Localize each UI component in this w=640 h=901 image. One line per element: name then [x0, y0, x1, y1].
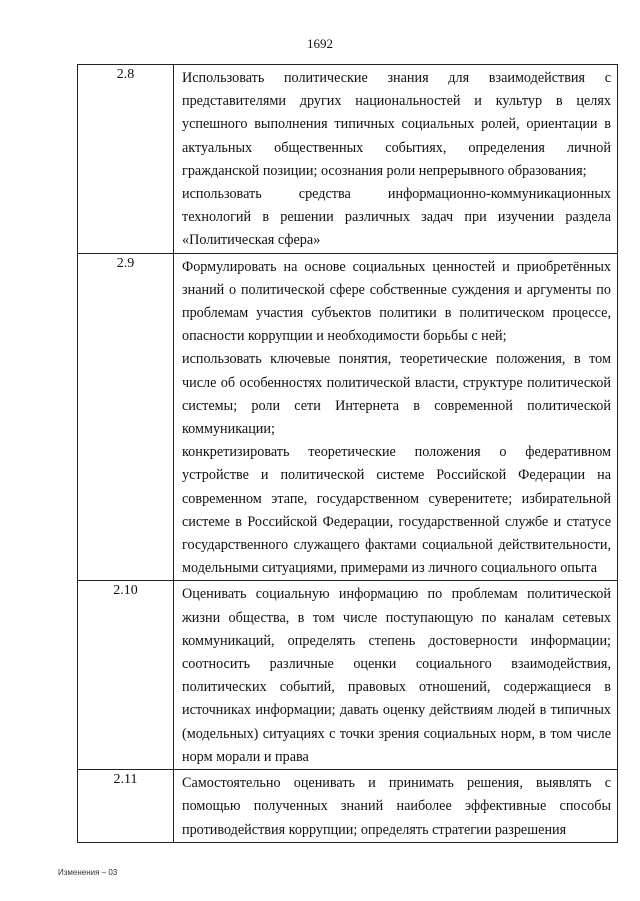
row-text-cell: [174, 581, 618, 770]
row-paragraph: Использовать политические знания для взаимодействия с представителями других национальностей и культур в целях успешного выполнения типичных социальных ролей, ориентации в актуальных общественных событиях, определения личной гражданской позиции; осознания роли непрерывного образования;: [182, 70, 611, 179]
row-number: 2.11: [78, 770, 174, 843]
row-paragraph: использовать средства информационно-коммуникационных технологий в решении различных задач при изучении раздела «Политическая сфера»: [182, 186, 611, 249]
row-number: 2.10: [78, 581, 174, 770]
content-table: [77, 64, 618, 843]
row-number: 2.8: [78, 65, 174, 254]
row-text-cell: [174, 253, 618, 581]
row-paragraph: использовать ключевые понятия, теоретические положения, в том числе об особенностях политической власти, структуре политической системы; роли сети Интернета в современной политической коммуникации;: [182, 351, 611, 438]
row-text-cell: [174, 65, 618, 254]
table-row: [78, 253, 618, 581]
row-paragraph: конкретизировать теоретические положения о федеративном устройстве и политической системе Российской Федерации на современном этапе, государственном суверенитете; избирательной системе в Российской Федерации, государственной службе и статусе государственного служащего фактами социальной действительности, модельными ситуациями, примерами из личного социального опыта: [182, 444, 611, 577]
row-paragraph: Формулировать на основе социальных ценностей и приобретённых знаний о политической сфере собственные суждения и аргументы по проблемам участия субъектов политики в политическом процессе, опасности коррупции и необходимости борьбы с ней;: [182, 258, 611, 345]
table-row: [78, 770, 618, 843]
row-paragraph: Оценивать социальную информацию по проблемам политической жизни общества, в том числе поступающую по каналам сетевых коммуникаций, определять степень достоверности информации; соотносить различные оценки социального взаимодействия, политических событий, правовых отношений, содержащиеся в источниках информации; давать оценку действиям людей в типичных (модельных) ситуациях с точки зрения социальных норм, в том числе норм морали и права: [182, 586, 611, 765]
page-number: 1692: [307, 36, 333, 51]
table-row: [78, 581, 618, 770]
table-row: [78, 65, 618, 254]
row-paragraph: Самостоятельно оценивать и принимать решения, выявлять с помощью полученных знаний наиболее эффективные способы противодействия коррупции; определять стратегии разрешения: [182, 775, 611, 838]
footer-note: Изменения – 03: [58, 868, 118, 877]
row-number: 2.9: [78, 253, 174, 581]
row-text-cell: [174, 770, 618, 843]
